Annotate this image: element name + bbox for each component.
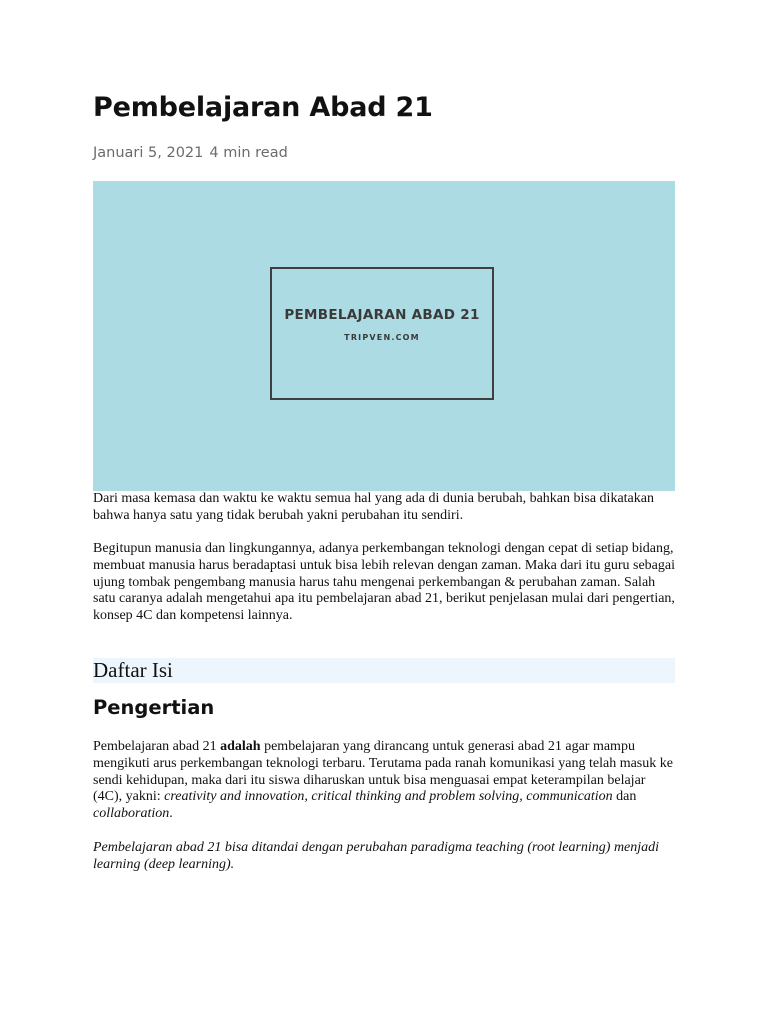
read-time: 4 min read	[209, 145, 288, 161]
definition-end: .	[169, 806, 173, 822]
publish-date: Januari 5, 2021	[93, 145, 204, 161]
skills-conjunction: dan	[612, 789, 637, 805]
intro-paragraph: Dari masa kemasa dan waktu ke waktu semua hal yang ada di dunia berubah, bahkan bisa dikatakan bahwa hanya satu yang tidak berubah yakni perubahan itu sendiri.	[93, 491, 654, 523]
skills-list: creativity and innovation, critical thinking and problem solving, communication	[164, 789, 613, 805]
hero-frame	[270, 267, 494, 400]
definition-paragraph	[93, 739, 675, 823]
paradigm-paragraph: Pembelajaran abad 21 bisa ditandai dengan perubahan paradigma teaching (root learning) menjadi learning (deep learning).	[93, 840, 660, 872]
section-heading: Pengertian	[93, 696, 215, 719]
context-paragraph: Begitupun manusia dan lingkungannya, adanya perkembangan teknologi dengan cepat di setiap bidang, membuat manusia harus beradaptasi untuk bisa lebih relevan dengan zaman. Maka dari itu guru sebagai ujung tombak pengembang manusia harus tahu mengenai perkembangan & perubahan zaman. Salah satu caranya adalah mengetahui apa itu pembelajaran abad 21, berikut penjelasan mulai dari pengertian, konsep 4C dan kompetensi lainnya.	[93, 541, 675, 624]
article-meta	[93, 145, 288, 161]
hero-title: PEMBELAJARAN ABAD 21	[284, 307, 480, 323]
table-of-contents-toggle[interactable]	[93, 658, 675, 683]
definition-text-middle: pembelajaran yang dirancang untuk generasi abad 21 agar mampu mengikuti arus perkembangan teknologi terbaru. Terutama pada ranah komunikasi yang telah masuk ke sendi kehidupan, maka dari itu siswa diharuskan untuk bisa menguasai empat keterampilan belajar (4C), yakni:	[93, 739, 673, 805]
article-title: Pembelajaran Abad 21	[93, 92, 433, 123]
hero-image	[93, 181, 675, 491]
definition-text-start: Pembelajaran abad 21	[93, 739, 221, 754]
definition-bold-term: adalah	[220, 739, 261, 754]
hero-subtitle: TRIPVEN.COM	[344, 333, 420, 342]
toc-label: Daftar Isi	[93, 658, 173, 682]
last-skill: collaboration	[93, 806, 170, 822]
